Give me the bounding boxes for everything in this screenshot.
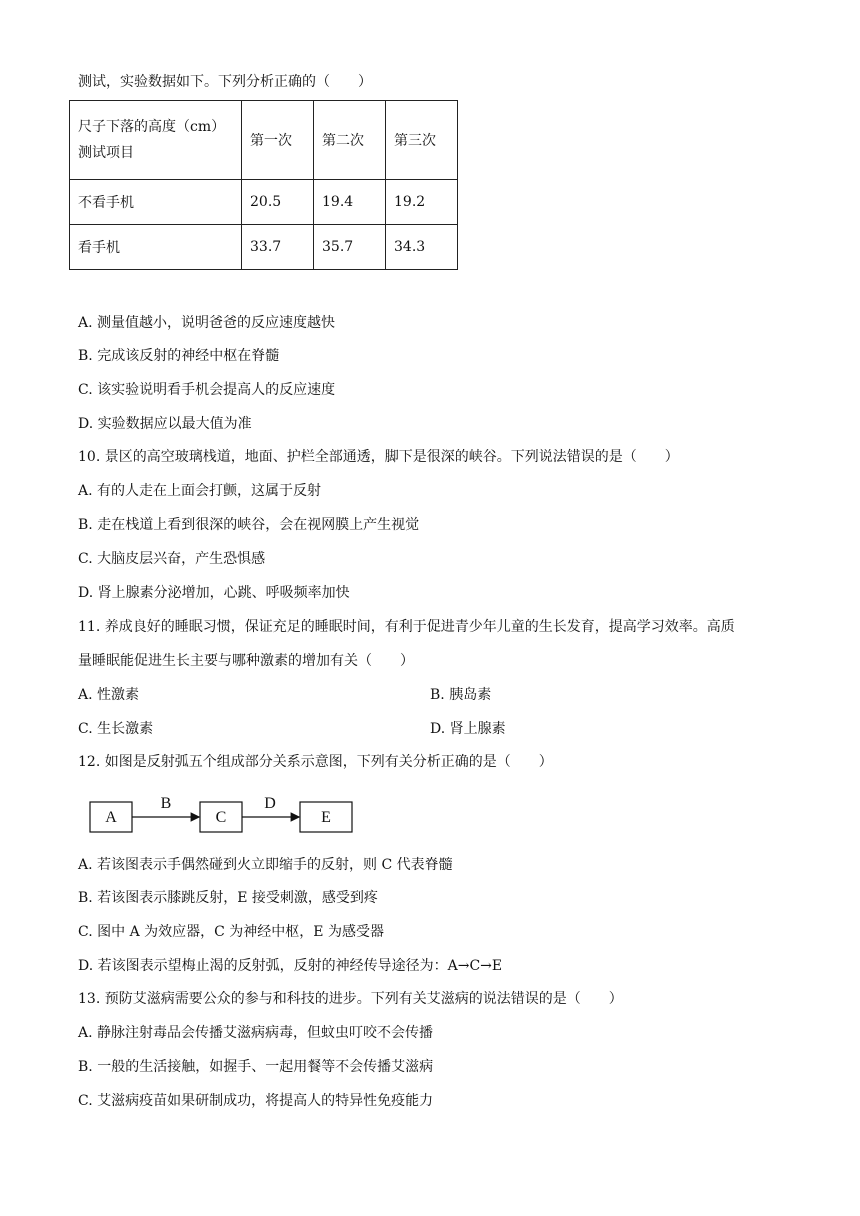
table-row xyxy=(70,180,458,225)
q9-option-d: D. 实验数据应以最大值为准 xyxy=(78,416,252,432)
q11-option-a: A. 性激素 xyxy=(78,687,140,703)
q10-option-c: C. 大脑皮层兴奋，产生恐惧感 xyxy=(78,551,266,567)
q13-option-c: C. 艾滋病疫苗如果研制成功，将提高人的特异性免疫能力 xyxy=(78,1093,434,1109)
q11-option-b: B. 胰岛素 xyxy=(430,687,492,703)
q10-option-a: A. 有的人走在上面会打颤，这属于反射 xyxy=(78,483,322,499)
row-label: 不看手机 xyxy=(70,180,242,225)
q13-stem: 13. 预防艾滋病需要公众的参与和科技的进步。下列有关艾滋病的说法错误的是（ ） xyxy=(78,991,623,1007)
q12-stem: 12. 如图是反射弧五个组成部分关系示意图，下列有关分析正确的是（ ） xyxy=(78,754,553,770)
box-a-label: A xyxy=(105,809,117,826)
q11-stem-line1: 11. 养成良好的睡眠习惯，保证充足的睡眠时间，有利于促进青少年儿童的生长发育，提高学习效率。高质 xyxy=(78,619,735,635)
column-header: 第一次 xyxy=(242,101,314,180)
box-c-label: C xyxy=(215,809,227,826)
row-label: 看手机 xyxy=(70,225,242,270)
reflex-arc-diagram xyxy=(80,790,360,840)
q10-option-d: D. 肾上腺素分泌增加，心跳、呼吸频率加快 xyxy=(78,585,350,601)
table-header-row xyxy=(70,101,458,180)
q11-option-d: D. 肾上腺素 xyxy=(430,721,506,737)
q10-option-b: B. 走在栈道上看到很深的峡谷，会在视网膜上产生视觉 xyxy=(78,517,420,533)
table-cell: 19.2 xyxy=(386,180,458,225)
table-cell: 19.4 xyxy=(314,180,386,225)
q9-option-b: B. 完成该反射的神经中枢在脊髓 xyxy=(78,348,280,364)
arrow-b-label: B xyxy=(160,795,172,812)
table-cell: 20.5 xyxy=(242,180,314,225)
q12-option-d: D. 若该图表示望梅止渴的反射弧，反射的神经传导途径为：A→C→E xyxy=(78,958,503,974)
column-header: 第二次 xyxy=(314,101,386,180)
q12-option-b: B. 若该图表示膝跳反射，E 接受刺激，感受到疼 xyxy=(78,890,378,906)
table-corner-header xyxy=(70,101,242,180)
box-e-label: E xyxy=(321,809,331,826)
q11-stem-line2: 量睡眠能促进生长主要与哪种激素的增加有关（ ） xyxy=(78,653,414,669)
table-cell: 34.3 xyxy=(386,225,458,270)
table-cell: 33.7 xyxy=(242,225,314,270)
q13-option-a: A. 静脉注射毒品会传播艾滋病病毒，但蚊虫叮咬不会传播 xyxy=(78,1025,434,1041)
question-9-intro: 测试，实验数据如下。下列分析正确的（ ） xyxy=(78,74,372,90)
arrow-d-label: D xyxy=(264,795,276,812)
q13-option-b: B. 一般的生活接触，如握手、一起用餐等不会传播艾滋病 xyxy=(78,1059,434,1075)
q9-option-c: C. 该实验说明看手机会提高人的反应速度 xyxy=(78,382,336,398)
table-row xyxy=(70,225,458,270)
q10-stem: 10. 景区的高空玻璃栈道，地面、护栏全部通透，脚下是很深的峡谷。下列说法错误的是（ ） xyxy=(78,449,679,465)
header-item-label: 测试项目 xyxy=(78,145,134,161)
column-header: 第三次 xyxy=(386,101,458,180)
q12-option-c: C. 图中 A 为效应器，C 为神经中枢，E 为感受器 xyxy=(78,924,384,940)
q12-option-a: A. 若该图表示手偶然碰到火立即缩手的反射，则 C 代表脊髓 xyxy=(78,857,453,873)
q9-option-a: A. 测量值越小，说明爸爸的反应速度越快 xyxy=(78,315,336,331)
experiment-data-table xyxy=(69,100,458,270)
table-cell: 35.7 xyxy=(314,225,386,270)
header-height-label: 尺子下落的高度（cm） xyxy=(78,119,226,135)
q11-option-c: C. 生长激素 xyxy=(78,721,154,737)
